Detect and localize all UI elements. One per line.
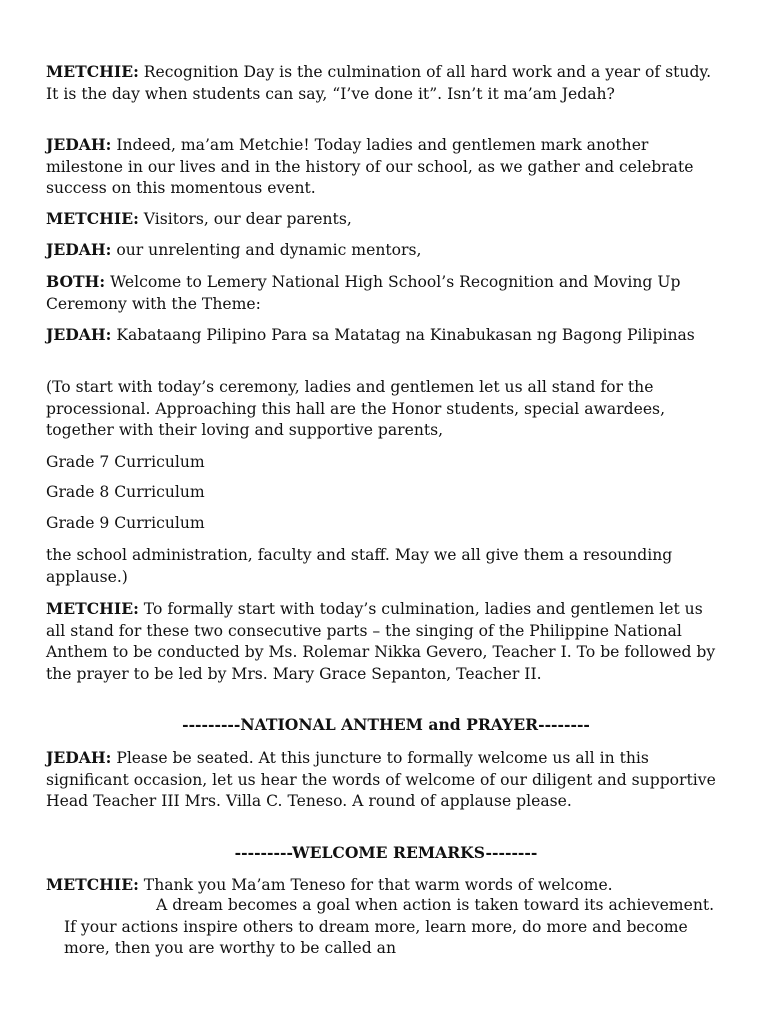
dialogue-text: Welcome to Lemery National High School’s Recognition and Moving Up Ceremony with the Theme: [46, 273, 681, 313]
script-paragraph [46, 324, 726, 347]
speaker-label: JEDAH: [46, 748, 112, 767]
script-paragraph [46, 61, 726, 105]
grade-line [46, 452, 726, 474]
speaker-label: BOTH: [46, 272, 106, 291]
dialogue-text: our unrelenting and dynamic mentors, [111, 241, 422, 259]
dialogue-text: Kabataang Pilipino Para sa Matatag na Kinabukasan ng Bagong Pilipinas [111, 326, 695, 344]
grade-line [46, 513, 726, 535]
speaker-label: METCHIE: [46, 62, 139, 81]
speaker-label: JEDAH: [46, 135, 112, 154]
script-paragraph [46, 545, 726, 588]
script-paragraph [46, 874, 726, 897]
dialogue-text: Grade 7 Curriculum [46, 453, 205, 471]
dialogue-text: Visitors, our dear parents, [138, 210, 352, 228]
script-paragraph [46, 134, 726, 200]
dialogue-text: To formally start with today’s culmination, ladies and gentlemen let us all stand for these two consecutive parts – the singing of the Philippine National Anthem to be conducted by Ms. Rolemar Nikka Gevero, Teacher I. To be followed by the prayer to be led by Mrs. Mary Grace Sepanton, Teacher II. [46, 600, 716, 683]
section-heading-anthem: ---------NATIONAL ANTHEM and PRAYER-------- [182, 715, 590, 734]
speaker-label: METCHIE: [46, 209, 139, 228]
closing-paragraph: A dream becomes a goal when action is taken toward its achievement. If your actions inspire others to dream more, learn more, do more and become more, then you are worthy to be called an [64, 896, 715, 957]
script-paragraph [46, 271, 726, 315]
script-paragraph [46, 377, 726, 442]
script-paragraph [46, 747, 726, 813]
speaker-label: JEDAH: [46, 240, 112, 259]
dialogue-text: Grade 9 Curriculum [46, 514, 205, 532]
grade-line [46, 482, 726, 504]
dialogue-text: Recognition Day is the culmination of all hard work and a year of study. It is the day when students can say, “I’ve done it”. Isn’t it ma’am Jedah? [46, 63, 712, 103]
dialogue-text: the school administration, faculty and staff. May we all give them a resounding applause.) [46, 546, 673, 586]
speaker-label: METCHIE: [46, 599, 139, 618]
dialogue-text: Grade 8 Curriculum [46, 483, 205, 501]
dialogue-text: (To start with today’s ceremony, ladies and gentlemen let us all stand for the processional. Approaching this hall are the Honor students, special awardees, together with their loving and supportive parents, [46, 378, 666, 439]
script-paragraph [46, 239, 726, 262]
script-paragraph [46, 208, 726, 231]
script-paragraph [46, 598, 726, 685]
speaker-label: JEDAH: [46, 325, 112, 344]
dialogue-text: Please be seated. At this juncture to formally welcome us all in this significant occasion, let us hear the words of welcome of our diligent and supportive Head Teacher III Mrs. Villa C. Teneso. A round of applause please. [46, 749, 716, 810]
dialogue-text: Thank you Ma’am Teneso for that warm words of welcome. [138, 876, 613, 894]
dialogue-text: Indeed, ma’am Metchie! Today ladies and gentlemen mark another milestone in our lives and in the history of our school, as we gather and celebrate success on this momentous event. [46, 136, 694, 197]
section-heading-welcome: ---------WELCOME REMARKS-------- [234, 843, 538, 862]
speaker-label: METCHIE: [46, 875, 139, 894]
